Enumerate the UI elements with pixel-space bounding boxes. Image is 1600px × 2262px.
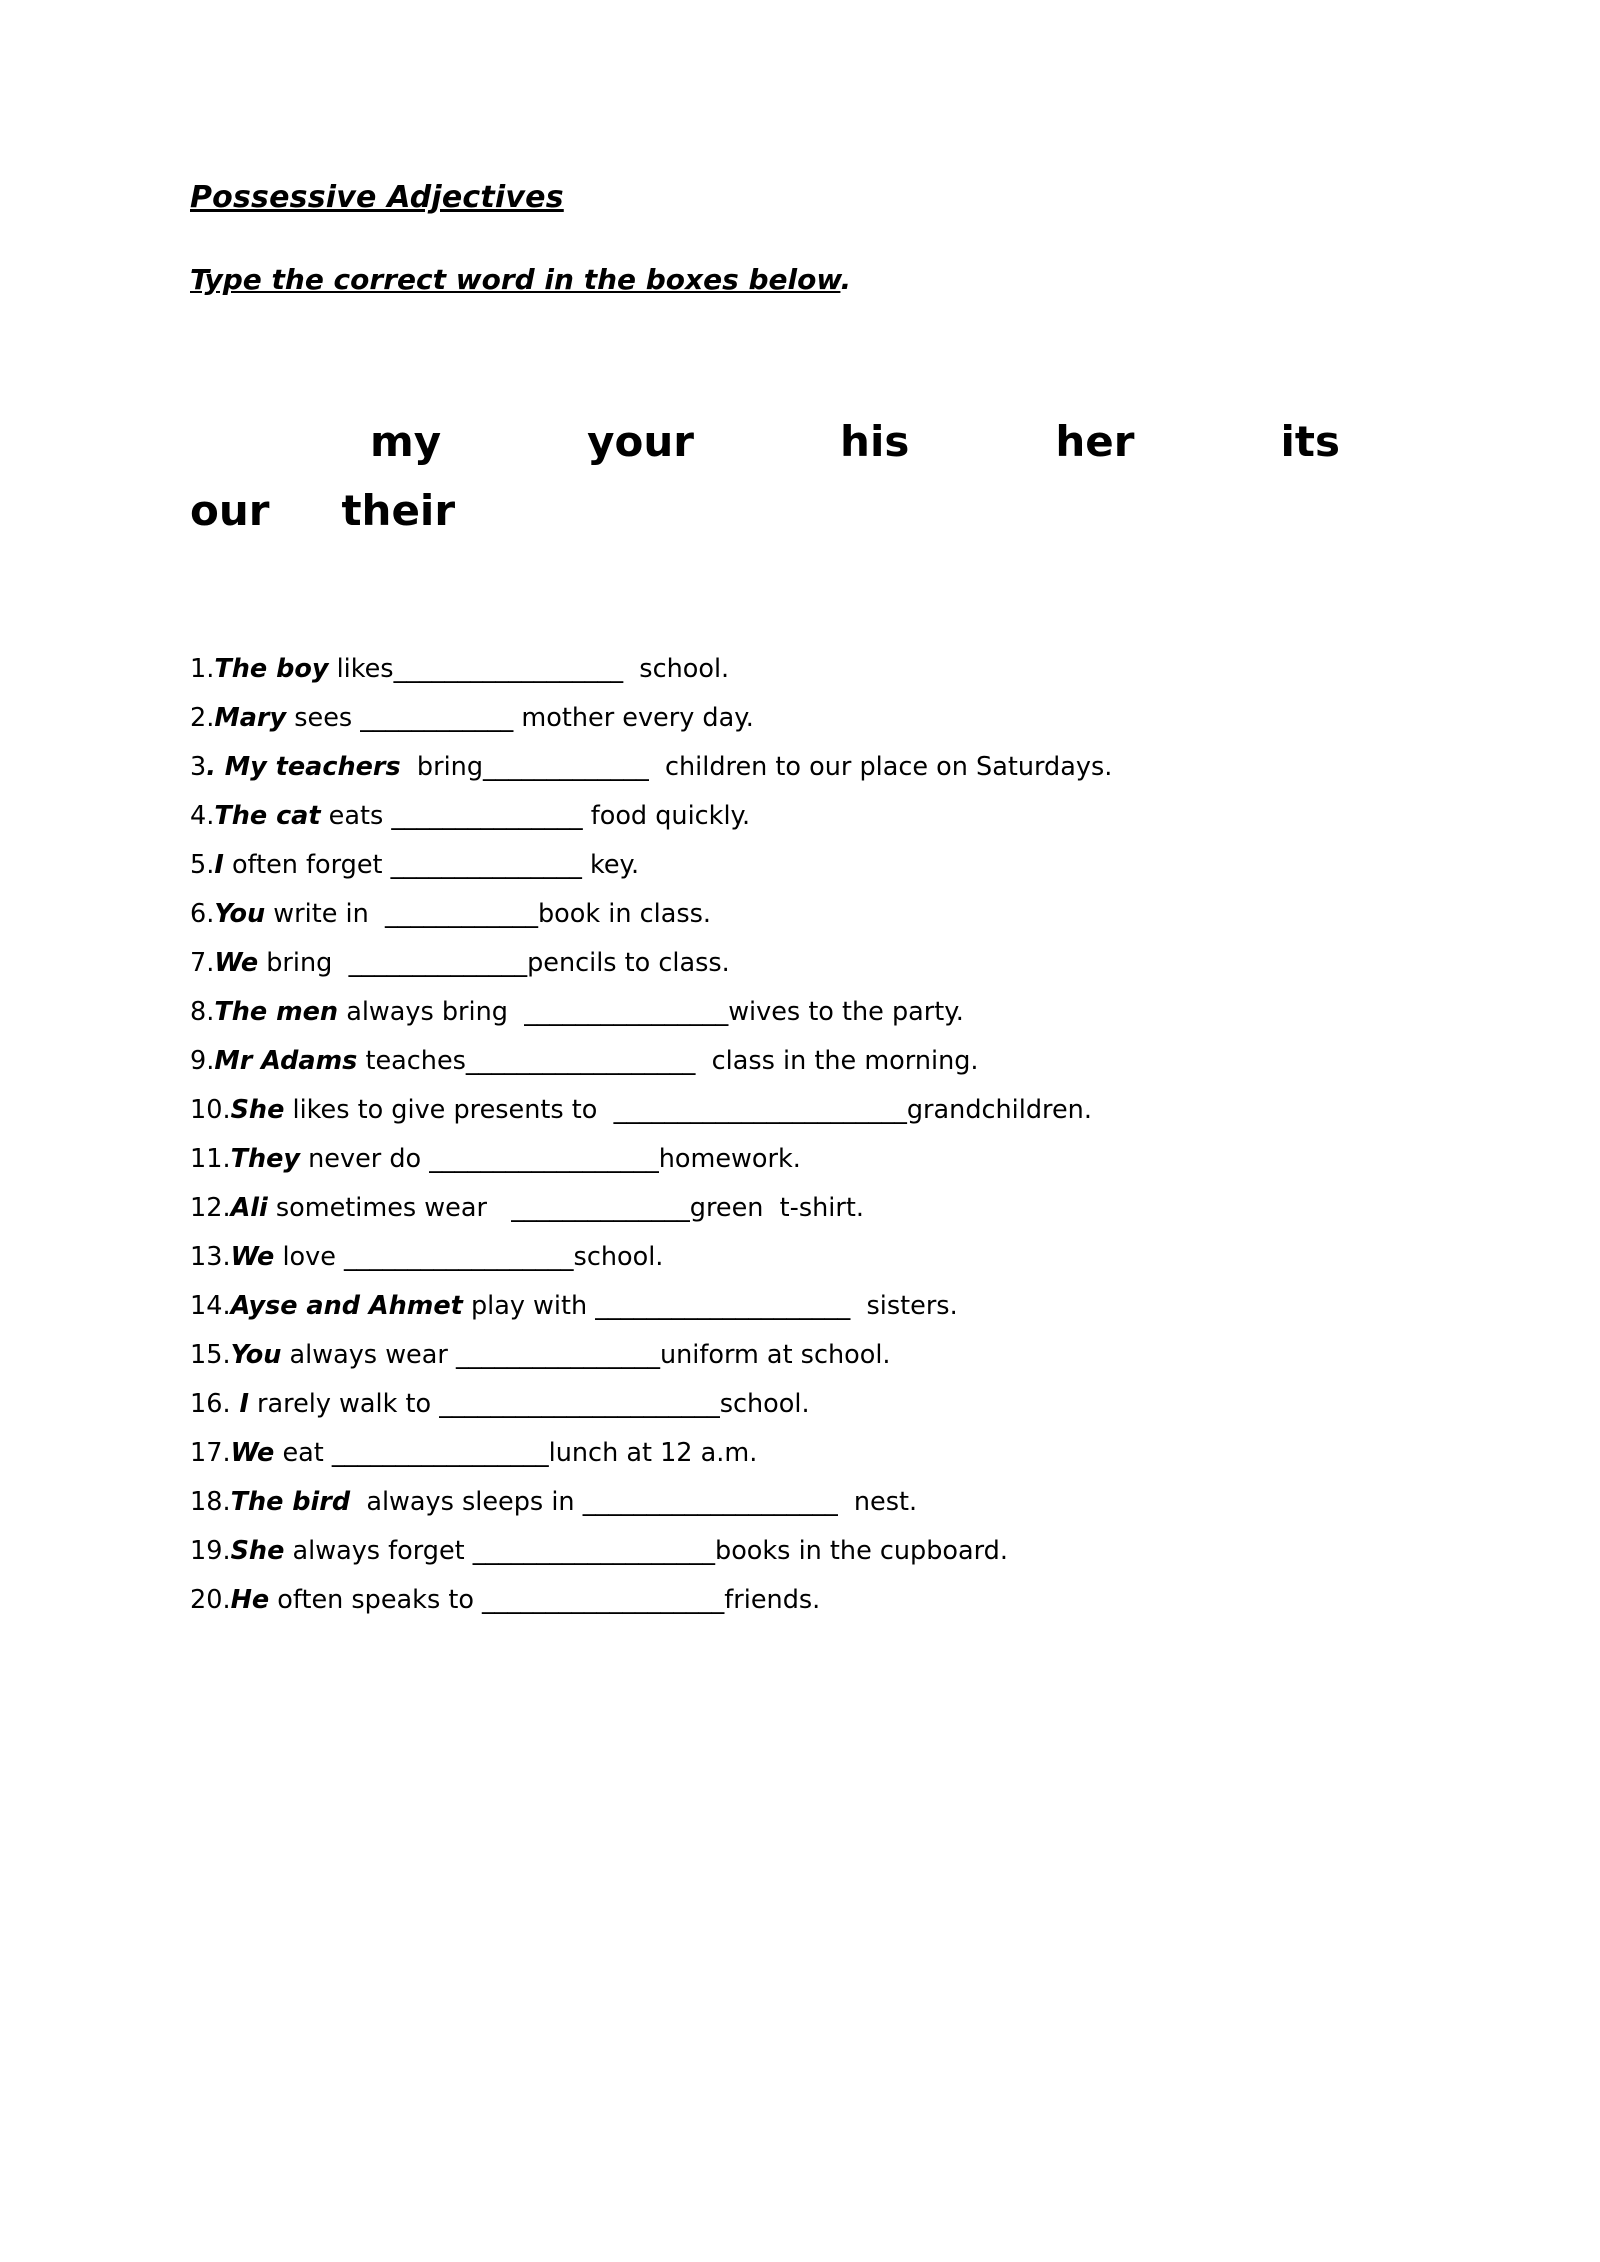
question-before: likes to give presents to bbox=[284, 1095, 614, 1126]
question-subject: Ali bbox=[230, 1193, 268, 1224]
page-title: Possessive Adjectives bbox=[190, 180, 564, 215]
question-number: 13. bbox=[190, 1242, 231, 1273]
question-item bbox=[190, 801, 1410, 832]
question-list bbox=[190, 654, 1410, 1616]
word-bank-item-your: your bbox=[587, 417, 695, 466]
question-number: 7. bbox=[190, 948, 215, 979]
question-subject: She bbox=[230, 1536, 285, 1567]
question-number: 3 bbox=[190, 752, 207, 783]
question-before: bring bbox=[400, 752, 484, 783]
question-number: 20. bbox=[190, 1585, 231, 1616]
question-number: 1. bbox=[190, 654, 215, 685]
question-subject: We bbox=[230, 1438, 275, 1469]
question-after: key. bbox=[581, 850, 640, 881]
question-after: book in class. bbox=[537, 899, 712, 930]
question-before: always forget bbox=[284, 1536, 473, 1567]
question-item bbox=[190, 997, 1410, 1028]
instruction-line bbox=[190, 263, 1410, 296]
word-bank-item-my: my bbox=[370, 417, 442, 466]
question-before: sees bbox=[286, 703, 361, 734]
question-number: 14. bbox=[190, 1291, 231, 1322]
question-after: lunch at 12 a.m. bbox=[548, 1438, 758, 1469]
question-before: eat bbox=[274, 1438, 332, 1469]
question-item bbox=[190, 1242, 1410, 1273]
question-after: sisters. bbox=[850, 1291, 958, 1322]
question-item bbox=[190, 1291, 1410, 1322]
answer-blank[interactable]: ___________________ bbox=[482, 1585, 725, 1616]
question-after: class in the morning. bbox=[695, 1046, 979, 1077]
question-before: love bbox=[274, 1242, 345, 1273]
answer-blank[interactable]: ______________ bbox=[348, 948, 528, 979]
question-before: often speaks to bbox=[269, 1585, 483, 1616]
answer-blank[interactable]: _________________ bbox=[331, 1438, 549, 1469]
question-before: write in bbox=[265, 899, 385, 930]
question-item bbox=[190, 1585, 1410, 1616]
question-number: 9. bbox=[190, 1046, 215, 1077]
question-number: 5. bbox=[190, 850, 215, 881]
question-before: bring bbox=[258, 948, 349, 979]
question-item bbox=[190, 1438, 1410, 1469]
question-item bbox=[190, 654, 1410, 685]
question-before: rarely walk to bbox=[248, 1389, 440, 1420]
question-after: green t-shirt. bbox=[689, 1193, 864, 1224]
answer-blank[interactable]: __________________ bbox=[344, 1242, 574, 1273]
question-item bbox=[190, 948, 1410, 979]
question-after: school. bbox=[623, 654, 730, 685]
question-after: books in the cupboard. bbox=[715, 1536, 1008, 1567]
question-subject: You bbox=[214, 899, 266, 930]
question-item bbox=[190, 752, 1410, 783]
question-subject: We bbox=[214, 948, 259, 979]
question-subject: Ayse and Ahmet bbox=[230, 1291, 463, 1322]
answer-blank[interactable]: ________________ bbox=[524, 997, 729, 1028]
question-subject: He bbox=[230, 1585, 270, 1616]
instruction-period: . bbox=[840, 263, 852, 296]
question-subject: The bird bbox=[230, 1487, 351, 1518]
question-before: always wear bbox=[281, 1340, 456, 1371]
question-after: friends. bbox=[724, 1585, 821, 1616]
question-item bbox=[190, 899, 1410, 930]
question-item bbox=[190, 850, 1410, 881]
answer-blank[interactable]: __________________ bbox=[393, 654, 624, 685]
answer-blank[interactable]: ____________ bbox=[360, 703, 514, 734]
question-number: 15. bbox=[190, 1340, 231, 1371]
word-bank-item-his: his bbox=[840, 417, 910, 466]
question-item bbox=[190, 1340, 1410, 1371]
question-after: mother every day. bbox=[513, 703, 754, 734]
question-item bbox=[190, 1193, 1410, 1224]
question-before: always sleeps in bbox=[350, 1487, 583, 1518]
question-before: likes bbox=[328, 654, 394, 685]
question-subject: Mr Adams bbox=[214, 1046, 358, 1077]
question-before: never do bbox=[300, 1144, 430, 1175]
question-subject: I bbox=[230, 1389, 249, 1420]
answer-blank[interactable]: ____________ bbox=[384, 899, 538, 930]
question-number: 6. bbox=[190, 899, 215, 930]
answer-blank[interactable]: ____________________ bbox=[595, 1291, 851, 1322]
question-number: 11. bbox=[190, 1144, 231, 1175]
question-item bbox=[190, 703, 1410, 734]
question-subject: We bbox=[230, 1242, 275, 1273]
question-subject: They bbox=[230, 1144, 301, 1175]
question-subject: I bbox=[214, 850, 224, 881]
question-item bbox=[190, 1095, 1410, 1126]
question-before: sometimes wear bbox=[267, 1193, 512, 1224]
question-subject: . My teachers bbox=[206, 752, 401, 783]
word-bank-item-our: our bbox=[190, 485, 270, 535]
question-item bbox=[190, 1046, 1410, 1077]
question-after: nest. bbox=[837, 1487, 918, 1518]
question-item bbox=[190, 1389, 1410, 1420]
question-item bbox=[190, 1487, 1410, 1518]
word-bank-item-its: its bbox=[1280, 417, 1340, 466]
question-after: children to our place on Saturdays. bbox=[648, 752, 1113, 783]
question-before: often forget bbox=[223, 850, 391, 881]
question-number: 4. bbox=[190, 801, 215, 832]
question-subject: The cat bbox=[214, 801, 321, 832]
question-number: 18. bbox=[190, 1487, 231, 1518]
question-subject: The boy bbox=[214, 654, 329, 685]
question-subject: She bbox=[230, 1095, 285, 1126]
question-after: uniform at school. bbox=[659, 1340, 891, 1371]
question-number: 8. bbox=[190, 997, 215, 1028]
question-after: homework. bbox=[658, 1144, 801, 1175]
answer-blank[interactable]: ______________________ bbox=[439, 1389, 720, 1420]
question-before: eats bbox=[320, 801, 392, 832]
question-number: 16. bbox=[190, 1389, 231, 1420]
word-bank-item-their: their bbox=[341, 485, 456, 535]
question-number: 19. bbox=[190, 1536, 231, 1567]
question-after: school. bbox=[573, 1242, 664, 1273]
question-subject: The men bbox=[214, 997, 339, 1028]
question-after: pencils to class. bbox=[527, 948, 730, 979]
answer-blank[interactable]: ________________ bbox=[455, 1340, 660, 1371]
answer-blank[interactable]: _______________ bbox=[390, 850, 582, 881]
question-after: wives to the party. bbox=[728, 997, 964, 1028]
answer-blank[interactable]: ____________________ bbox=[582, 1487, 838, 1518]
question-before: teaches bbox=[357, 1046, 466, 1077]
answer-blank[interactable]: _____________ bbox=[483, 752, 649, 783]
answer-blank[interactable]: ______________ bbox=[511, 1193, 690, 1224]
question-before: always bring bbox=[338, 997, 525, 1028]
answer-blank[interactable]: __________________ bbox=[429, 1144, 659, 1175]
word-bank-row-1 bbox=[190, 414, 1350, 471]
answer-blank[interactable]: _______________ bbox=[391, 801, 583, 832]
answer-blank[interactable]: _______________________ bbox=[613, 1095, 907, 1126]
instruction-text: Type the correct word in the boxes below bbox=[190, 263, 841, 296]
word-bank-item-her: her bbox=[1055, 417, 1135, 466]
word-bank bbox=[190, 414, 1350, 539]
question-number: 17. bbox=[190, 1438, 231, 1469]
question-after: food quickly. bbox=[582, 801, 751, 832]
question-subject: Mary bbox=[214, 703, 287, 734]
question-number: 10. bbox=[190, 1095, 231, 1126]
question-number: 2. bbox=[190, 703, 215, 734]
word-bank-row-2 bbox=[190, 483, 1350, 540]
question-after: grandchildren. bbox=[906, 1095, 1092, 1126]
question-number: 12. bbox=[190, 1193, 231, 1224]
question-item bbox=[190, 1536, 1410, 1567]
question-after: school. bbox=[719, 1389, 810, 1420]
answer-blank[interactable]: __________________ bbox=[465, 1046, 696, 1077]
answer-blank[interactable]: ___________________ bbox=[472, 1536, 716, 1567]
question-item bbox=[190, 1144, 1410, 1175]
question-before: play with bbox=[462, 1291, 596, 1322]
question-subject: You bbox=[230, 1340, 282, 1371]
